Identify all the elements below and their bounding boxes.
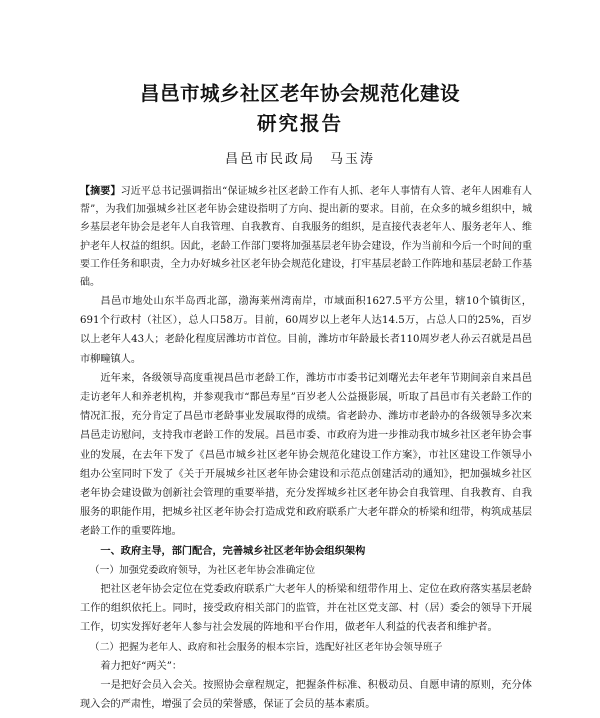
abstract-block [80, 183, 532, 292]
subheading-2: （二）把握为老年人、政府和社会服务的根本宗旨，选配好社区老年协会领导班子 [89, 641, 443, 653]
paragraph-5: 一是把好会员入会关。按照协会章程规定，把握条件标准、积极动员、自愿申请的原则，充分体现入会的严肃性，增强了会员的荣誉感，保证了会员的基本素质。 [80, 680, 532, 711]
paragraph-1: 昌邑市地处山东半岛西北部，渤海莱州湾南岸，市域面积1627.5平方公里，辖10个镇街区，691个行政村（社区），总人口58万。目前，60周岁以上老年人达14.5万，占总人口的25%，百岁以上老年人43人；老龄化程度居潍坊市首位。目前，潍坊市年龄最长者110周岁老人孙云召就是昌邑市柳疃镇人。 [80, 296, 532, 365]
body-text [80, 292, 532, 714]
abstract-label: 【摘要】 [80, 186, 121, 197]
paragraph-3: 把社区老年协会定位在党委政府联系广大老年人的桥梁和纽带作用上、定位在政府落实基层老龄工作的组织依托上。同时，接受政府相关部门的监管，并在社区党支部、村（居）委会的领导下开展工作，切实发挥好老年人参与社会发展的阵地和平台作用，做老年人利益的代表者和维护者。 [80, 584, 532, 634]
abstract-text: 习近平总书记强调指出“保证城乡社区老龄工作有人抓、老年人事情有人管、老年人困难有人帮”，为我们加强城乡社区老年协会建设指明了方向、提出新的要求。目前，在众多的城乡组织中，城乡基层老年协会是老年人自我管理、自我教育、自我服务的组织，是直接代表老年人、服务老年人、维护老年人权益的组织。因此，老龄工作部门要将加强基层老年协会建设，作为当前和今后一个时间的重要工作任务和职责，全力办好城乡社区老年协会规范化建设，打牢基层老龄工作阵地和基层老龄工作基础。 [80, 186, 532, 289]
author-line: 昌邑市民政局 马玉涛 [224, 152, 375, 167]
paragraph-2: 近年来，各级领导高度重视昌邑市老龄工作，潍坊市市委书记刘曙光去年老年节期间亲自来昌邑走访老年人和养老机构，并参观我市“鄑邑寿星”百岁老人公益摄影展，听取了昌邑市有关老龄工作的情况汇报，充分肯定了昌邑市老龄事业发展取得的成绩。省老龄办、潍坊市老龄办的各级领导多次来昌邑走访慰问，支持我市老龄工作的发展。昌邑市委、市政府为进一步推动我市城乡社区老年协会事业的发展，在去年下发了《昌邑市城乡社区老年协会规范化建设工作方案》，市社区建设工作领导小组办公室同时下发了《关于开展城乡社区老年协会建设和示范点创建活动的通知》，把加强城乡社区老年协会建设做为创新社会管理的重要举措，充分发挥城乡社区老年协会自我管理、自我教育、自我服务的职能作用，把城乡社区老年协会打造成党和政府联系广大老年群众的桥梁和纽带，构筑成基层老龄工作的重要阵地。 [80, 372, 532, 538]
section-heading-1: 一、政府主导，部门配合，完善城乡社区老年协会组织架构 [100, 544, 366, 557]
paragraph-4: 着力把好“两关”： [100, 660, 183, 672]
title-line-1: 昌邑市城乡社区老年协会规范化建设 [139, 82, 460, 105]
title-line-2: 研究报告 [256, 112, 343, 135]
subheading-1: （一）加强党委政府领导，为社区老年协会准确定位 [89, 564, 316, 576]
